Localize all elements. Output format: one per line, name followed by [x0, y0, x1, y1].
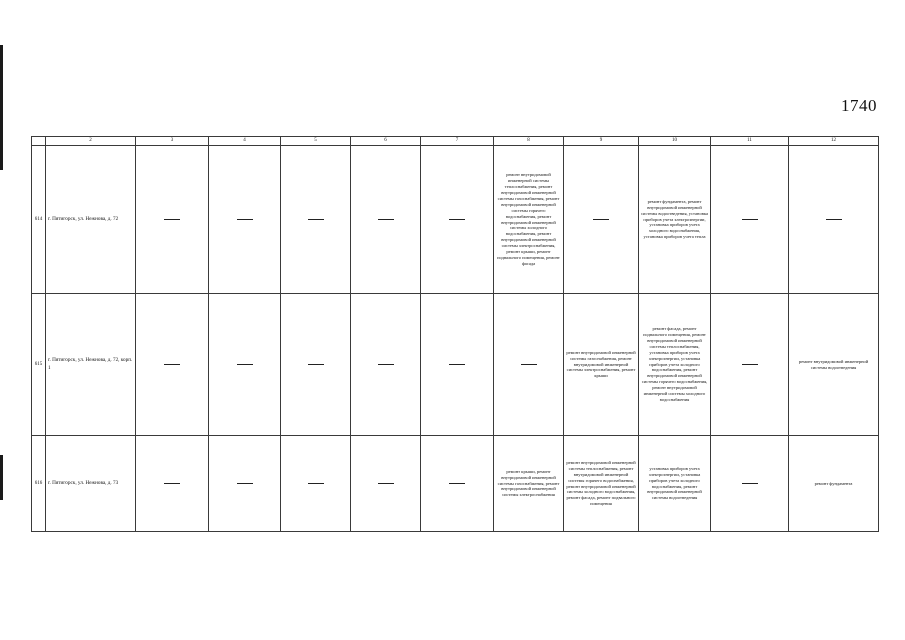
work-cell: ремонт внутридомовой инженерной системы газоснабжения, ремонт внутридомовой инженерной системы электроснабжения, ремонт крыши	[564, 294, 639, 436]
empty-cell	[421, 146, 494, 294]
repair-program-table	[31, 136, 879, 532]
empty-cell	[494, 294, 564, 436]
address-cell: г. Пятигорск, ул. Нежнова, д. 72, корп. 1	[46, 294, 136, 436]
empty-cell	[351, 294, 421, 436]
empty-cell	[281, 146, 351, 294]
table-row	[32, 436, 879, 532]
dash-mark	[237, 219, 253, 220]
empty-cell	[789, 146, 879, 294]
work-cell: ремонт фундамента	[789, 436, 879, 532]
work-cell: установка приборов учета электроэнергии, установка приборов учета холодного водоснабжения, ремонт внутридомовой инженерной системы водоотведения	[639, 436, 711, 532]
empty-cell	[421, 294, 494, 436]
header-cell: 2	[46, 137, 136, 146]
dash-mark	[449, 219, 465, 220]
empty-cell	[281, 294, 351, 436]
header-cell: 6	[351, 137, 421, 146]
header-cell: 8	[494, 137, 564, 146]
header-cell: 12	[789, 137, 879, 146]
column-number-row	[32, 137, 879, 146]
empty-cell	[351, 436, 421, 532]
dash-mark	[742, 364, 758, 365]
table-row	[32, 294, 879, 436]
dash-mark	[164, 483, 180, 484]
empty-cell	[711, 294, 789, 436]
dash-mark	[164, 219, 180, 220]
dash-mark	[308, 364, 324, 365]
work-cell: ремонт крыши, ремонт внутридомовой инженерной системы газоснабжения, ремонт внутридомовой инженерной системы электроснабжения	[494, 436, 564, 532]
empty-cell	[421, 436, 494, 532]
dash-mark	[308, 219, 324, 220]
dash-mark	[742, 219, 758, 220]
page-number: 1740	[841, 96, 877, 115]
dash-mark	[378, 364, 394, 365]
dash-mark	[449, 483, 465, 484]
dash-mark	[164, 364, 180, 365]
header-cell: 3	[136, 137, 209, 146]
header-cell: 10	[639, 137, 711, 146]
empty-cell	[209, 294, 281, 436]
dash-mark	[449, 364, 465, 365]
margin-binding-mark	[0, 455, 3, 500]
table-row	[32, 146, 879, 294]
empty-cell	[711, 436, 789, 532]
header-cell: 9	[564, 137, 639, 146]
row-number: 616	[32, 436, 46, 532]
header-cell: 5	[281, 137, 351, 146]
header-cell: 7	[421, 137, 494, 146]
address-cell: г. Пятигорск, ул. Нежнова, д. 73	[46, 436, 136, 532]
dash-mark	[378, 219, 394, 220]
dash-mark	[593, 219, 609, 220]
header-cell: 11	[711, 137, 789, 146]
empty-cell	[209, 146, 281, 294]
row-number: 614	[32, 146, 46, 294]
empty-cell	[209, 436, 281, 532]
header-cell	[32, 137, 46, 146]
row-number: 615	[32, 294, 46, 436]
margin-binding-mark	[0, 45, 3, 170]
empty-cell	[136, 436, 209, 532]
empty-cell	[281, 436, 351, 532]
dash-mark	[308, 483, 324, 484]
dash-mark	[237, 364, 253, 365]
dash-mark	[378, 483, 394, 484]
work-cell: ремонт фундамента, ремонт внутридомовой инженерной системы водоотведения, установка приборов учета электроэнергии, установка приборов учета холодного водоснабжения, установка приборов учета тепла	[639, 146, 711, 294]
empty-cell	[136, 294, 209, 436]
work-cell: ремонт фасада, ремонт подвального помещения, ремонт внутридомовой инженерной системы теплоснабжения, установка приборов учета электроэнергии, установка приборов учета холодного водоснабжения, ремонт внутридомовой инженерной системы горячего водоснабжения, ремонт внутридомовой инженерной системы холодного водоснабжения	[639, 294, 711, 436]
work-cell: ремонт внутридомовой инженерной системы теплоснабжения, ремонт внутридомовой инженерной системы горячего водоснабжения, ремонт внутридомовой инженерной системы холодного водоснабжения, ремонт фасада, ремонт подвального помещения	[564, 436, 639, 532]
address-cell: г. Пятигорск, ул. Нежнова, д. 72	[46, 146, 136, 294]
work-cell: ремонт внутридомовой инженерной системы теплоснабжения, ремонт внутридомовой инженерной системы газоснабжения, ремонт внутридомовой инженерной системы горячего водоснабжения, ремонт внутридомовой инженерной системы холодного водоснабжения, ремонт внутридомовой инженерной системы электроснабжения, ремонт крыши, ремонт подвального помещения, ремонт фасада	[494, 146, 564, 294]
empty-cell	[711, 146, 789, 294]
empty-cell	[351, 146, 421, 294]
dash-mark	[237, 483, 253, 484]
empty-cell	[136, 146, 209, 294]
dash-mark	[521, 364, 537, 365]
empty-cell	[564, 146, 639, 294]
header-cell: 4	[209, 137, 281, 146]
dash-mark	[826, 219, 842, 220]
dash-mark	[742, 483, 758, 484]
work-cell: ремонт внутридомовой инженерной системы водоотведения	[789, 294, 879, 436]
